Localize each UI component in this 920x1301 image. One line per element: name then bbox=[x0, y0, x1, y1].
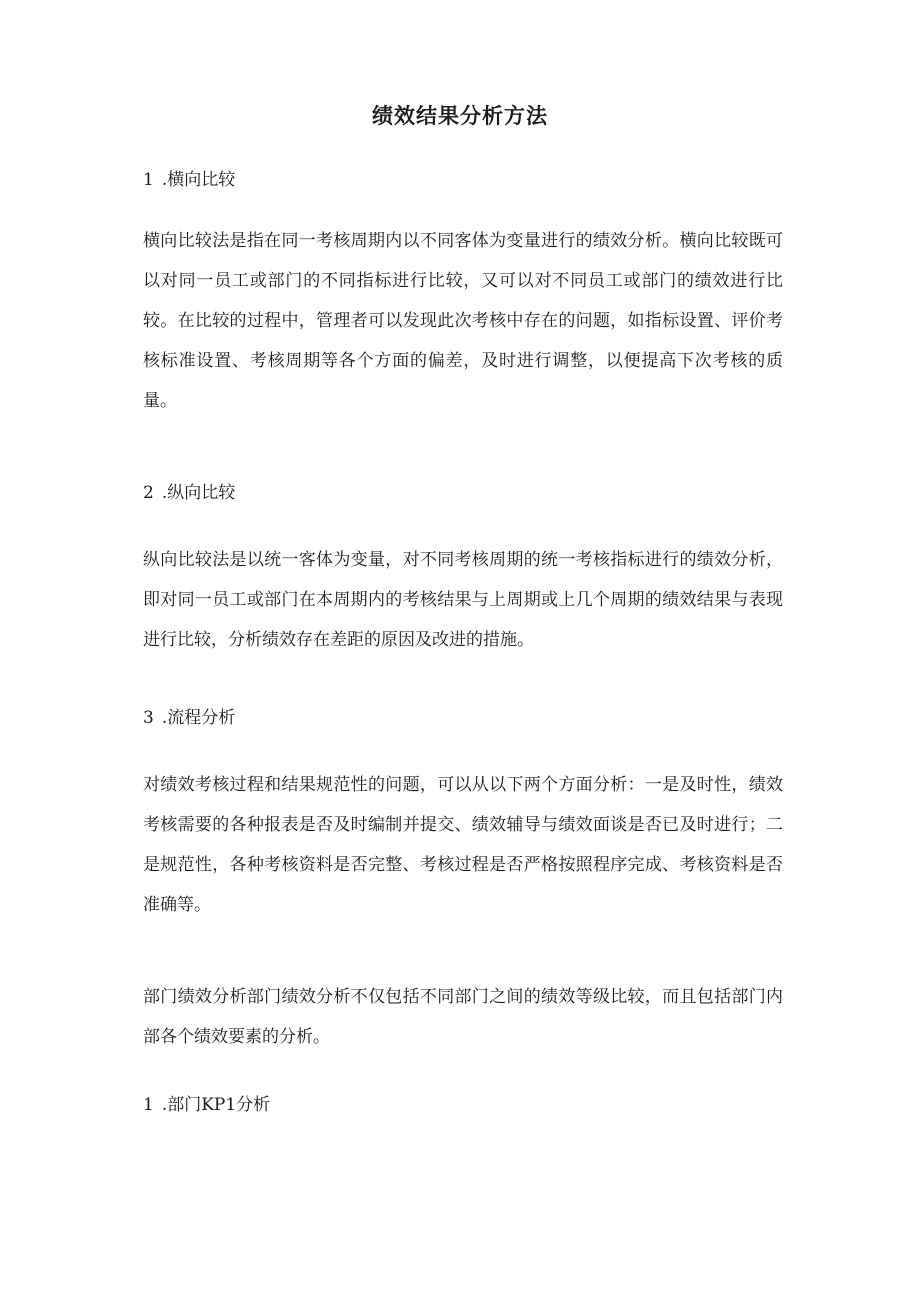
section-number: 2 bbox=[143, 483, 154, 503]
section-heading-text: .部门KP1分析 bbox=[161, 1095, 271, 1115]
section-heading-text: .流程分析 bbox=[161, 708, 236, 728]
section-number: 1 bbox=[143, 170, 154, 190]
section-heading-text: .纵向比较 bbox=[161, 483, 236, 503]
section-heading-1 bbox=[143, 160, 783, 200]
page-title: 绩效结果分析方法 bbox=[372, 104, 548, 128]
section-heading-text: .横向比较 bbox=[161, 170, 236, 190]
section-number: 3 bbox=[143, 708, 154, 728]
section-heading-2 bbox=[143, 473, 783, 513]
section-number: 1 bbox=[143, 1095, 154, 1115]
section-heading-3 bbox=[143, 698, 783, 738]
dept-paragraph: 部门绩效分析部门绩效分析不仅包括不同部门之间的绩效等级比较，而且包括部门内部各个绩效要素的分析。 bbox=[143, 987, 783, 1047]
section-paragraph-3: 对绩效考核过程和结果规范性的问题，可以从以下两个方面分析：一是及时性，绩效考核需要的各种报表是否及时编制并提交、绩效辅导与绩效面谈是否已及时进行；二是规范性，各种考核资料是否完整、考核过程是否严格按照程序完成、考核资料是否准确等。 bbox=[143, 775, 783, 915]
section-paragraph-2: 纵向比较法是以统一客体为变量，对不同考核周期的统一考核指标进行的绩效分析，即对同一员工或部门在本周期内的考核结果与上周期或上几个周期的绩效结果与表现进行比较，分析绩效存在差距的原因及改进的措施。 bbox=[143, 550, 783, 650]
section-heading-dept-kpi bbox=[143, 1085, 783, 1125]
section-paragraph-1: 横向比较法是指在同一考核周期内以不同客体为变量进行的绩效分析。横向比较既可以对同一员工或部门的不同指标进行比较，又可以对不同员工或部门的绩效进行比较。在比较的过程中，管理者可以发现此次考核中存在的问题，如指标设置、评价考核标准设置、考核周期等各个方面的偏差，及时进行调整，以便提高下次考核的质量。 bbox=[143, 231, 783, 411]
